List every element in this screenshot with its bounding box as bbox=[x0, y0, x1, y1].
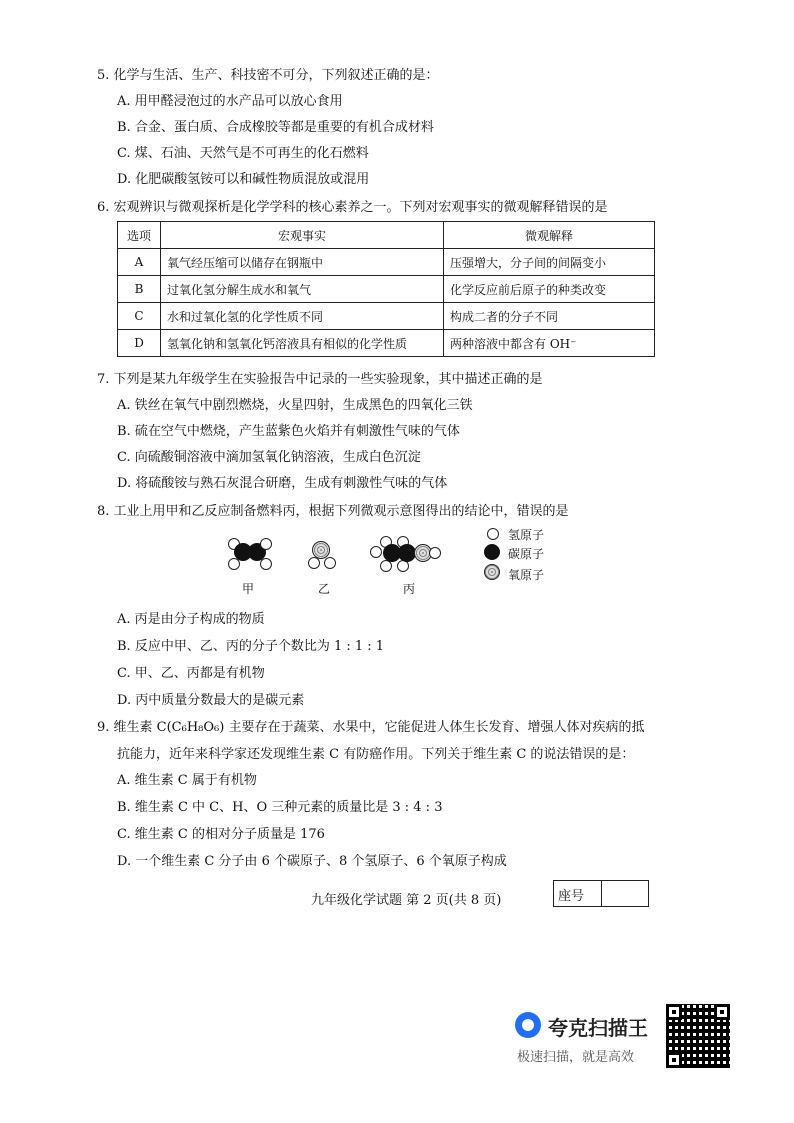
q8-stem: 8. 工业上用甲和乙反应制备燃料丙，根据下列微观示意图得出的结论中，错误的是 bbox=[97, 504, 569, 519]
label-yi: 乙 bbox=[318, 582, 331, 596]
watermark-brand: 夸克扫描王 bbox=[548, 1016, 648, 1040]
q9-option-b: B. 维生素 C 中 C、H、O 三种元素的质量比是 3 : 4 : 3 bbox=[117, 800, 443, 815]
qr-finder bbox=[666, 1004, 682, 1020]
q5-option-b: B. 合金、蛋白质、合成橡胶等都是重要的有机合成材料 bbox=[117, 120, 434, 135]
table-header: 微观解释 bbox=[444, 222, 655, 249]
q7-option-a: A. 铁丝在氧气中剧烈燃烧，火星四射，生成黑色的四氧化三铁 bbox=[117, 398, 473, 413]
table-header: 宏观事实 bbox=[161, 222, 444, 249]
qr-finder bbox=[714, 1004, 730, 1020]
page-footer: 九年级化学试题 第 2 页(共 8 页) bbox=[311, 893, 502, 908]
seat-label: 座号 bbox=[558, 889, 585, 904]
table-cell: 过氧化氢分解生成水和氧气 bbox=[161, 276, 444, 303]
hydrogen-atom bbox=[308, 557, 320, 569]
table-row bbox=[118, 330, 655, 357]
table-cell: C bbox=[118, 303, 161, 330]
q8-option-c: C. 甲、乙、丙都是有机物 bbox=[117, 666, 265, 681]
legend-oxygen-icon bbox=[484, 564, 500, 580]
table-row bbox=[118, 276, 655, 303]
q9-stem-line2: 抗能力，近年来科学家还发现维生素 C 有防癌作用。下列关于维生素 C 的说法错误的是： bbox=[117, 747, 635, 762]
q7-option-c: C. 向硫酸铜溶液中滴加氢氧化钠溶液，生成白色沉淀 bbox=[117, 450, 421, 465]
q7-option-d: D. 将硫酸铵与熟石灰混合研磨，生成有刺激性气味的气体 bbox=[117, 476, 448, 491]
q8-option-a: A. 丙是由分子构成的物质 bbox=[117, 612, 265, 627]
table-cell: 氢氧化钠和氢氧化钙溶液具有相似的化学性质 bbox=[161, 330, 444, 357]
q9-option-a: A. 维生素 C 属于有机物 bbox=[117, 773, 257, 788]
table-row bbox=[118, 249, 655, 276]
qr-code-icon bbox=[666, 1004, 730, 1068]
table-cell: A bbox=[118, 249, 161, 276]
table-cell: D bbox=[118, 330, 161, 357]
legend-oxygen-label: 氧原子 bbox=[508, 568, 545, 582]
legend-carbon-label: 碳原子 bbox=[508, 547, 545, 561]
table-cell: 氧气经压缩可以储存在钢瓶中 bbox=[161, 249, 444, 276]
legend-carbon-icon bbox=[484, 544, 500, 560]
divider bbox=[601, 881, 602, 906]
q5-option-d: D. 化肥碳酸氢铵可以和碱性物质混放或混用 bbox=[117, 172, 370, 187]
table-header-row bbox=[118, 222, 655, 249]
hydrogen-atom bbox=[370, 546, 382, 558]
table-row bbox=[118, 303, 655, 330]
q8-option-d: D. 丙中质量分数最大的是碳元素 bbox=[117, 693, 305, 708]
q6-stem: 6. 宏观辨识与微观探析是化学学科的核心素养之一。下列对宏观事实的微观解释错误的是 bbox=[97, 200, 608, 215]
q7-stem: 7. 下列是某九年级学生在实验报告中记录的一些实验现象，其中描述正确的是 bbox=[97, 372, 543, 387]
hydrogen-atom bbox=[324, 557, 336, 569]
q9-option-d: D. 一个维生素 C 分子由 6 个碳原子、8 个氢原子、6 个氧原子构成 bbox=[117, 854, 507, 869]
legend-hydrogen-icon bbox=[487, 528, 499, 540]
hydrogen-atom bbox=[429, 547, 441, 559]
q9-option-c: C. 维生素 C 的相对分子质量是 176 bbox=[117, 827, 325, 842]
qr-finder bbox=[666, 1052, 682, 1068]
q5-option-c: C. 煤、石油、天然气是不可再生的化石燃料 bbox=[117, 146, 369, 161]
label-jia: 甲 bbox=[242, 582, 255, 596]
q9-stem-line1: 9. 维生素 C(C₆H₈O₆) 主要存在于蔬菜、水果中，它能促进人体生长发育、增强人体对疾病的抵 bbox=[97, 720, 645, 735]
legend-hydrogen-label: 氢原子 bbox=[508, 528, 545, 542]
watermark-slogan: 极速扫描，就是高效 bbox=[517, 1050, 635, 1065]
q5-stem: 5. 化学与生活、生产、科技密不可分，下列叙述正确的是： bbox=[97, 68, 439, 83]
table-cell: 压强增大，分子间的间隔变小 bbox=[444, 249, 655, 276]
seat-number-box[interactable] bbox=[553, 880, 649, 907]
q7-option-b: B. 硫在空气中燃烧，产生蓝紫色火焰并有刺激性气味的气体 bbox=[117, 424, 460, 439]
hydrogen-atom bbox=[260, 538, 272, 550]
hydrogen-atom bbox=[260, 558, 272, 570]
q8-option-b: B. 反应中甲、乙、丙的分子个数比为 1 : 1 : 1 bbox=[117, 639, 385, 654]
label-bing: 丙 bbox=[403, 582, 416, 596]
table-cell: B bbox=[118, 276, 161, 303]
q6-table bbox=[117, 221, 655, 357]
quark-logo-icon bbox=[515, 1012, 541, 1038]
table-cell: 化学反应前后原子的种类改变 bbox=[444, 276, 655, 303]
table-header: 选项 bbox=[118, 222, 161, 249]
q5-option-a: A. 用甲醛浸泡过的水产品可以放心食用 bbox=[117, 94, 343, 109]
table-cell: 两种溶液中都含有 OH⁻ bbox=[444, 330, 655, 357]
table-cell: 水和过氧化氢的化学性质不同 bbox=[161, 303, 444, 330]
table-cell: 构成二者的分子不同 bbox=[444, 303, 655, 330]
